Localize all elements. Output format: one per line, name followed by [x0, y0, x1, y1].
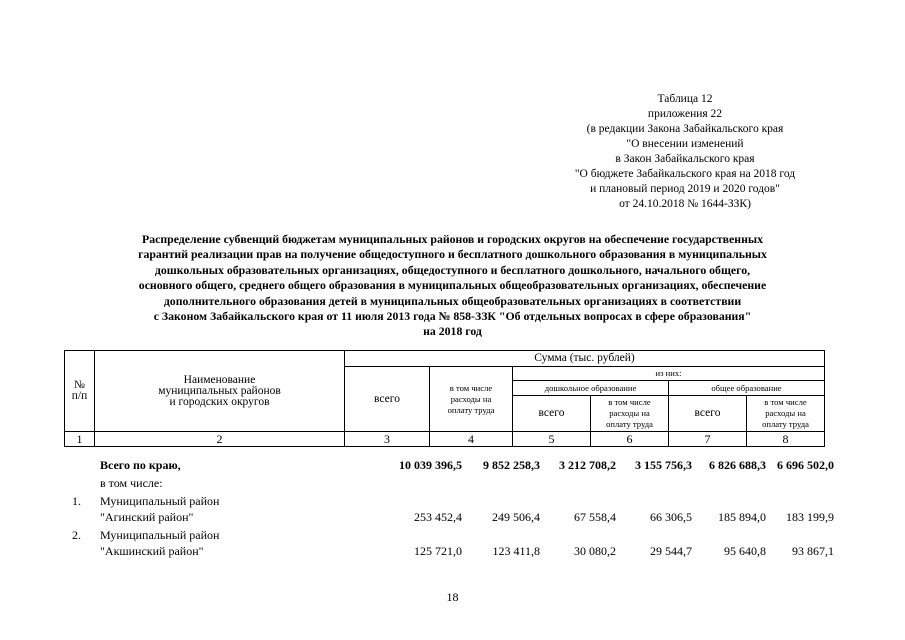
cell-total: 253 452,4	[414, 510, 462, 524]
cell-preschool-total: 3 212 708,2	[559, 458, 616, 472]
table-row	[64, 476, 834, 492]
cell-preschool-total: 30 080,2	[574, 544, 616, 558]
row-name: Муниципальный район	[100, 494, 220, 508]
cell-wages: 9 852 258,3	[483, 458, 540, 472]
row-number: 2.	[72, 528, 81, 542]
table-row	[64, 528, 834, 544]
col-index-3: 3	[345, 432, 430, 447]
cell-general-wages: 93 867,1	[792, 544, 834, 558]
cell-preschool-wages: 29 544,7	[650, 544, 692, 558]
title-line: с Законом Забайкальского края от 11 июля 2013 года № 858-ЗЗК "Об отдельных вопросах в сфере образования"	[153, 309, 752, 324]
cell-general-total: 6 826 688,3	[709, 458, 766, 472]
cell-preschool-wages: 66 306,5	[650, 510, 692, 524]
cell-general-total: 185 894,0	[718, 510, 766, 524]
header-line: Таблица 12	[657, 93, 713, 105]
col-index-7: 7	[669, 432, 747, 447]
row-name: "Агинский район"	[100, 510, 194, 524]
sum-header: Сумма (тыс. рублей)	[345, 351, 825, 367]
col-index-1: 1	[65, 432, 95, 447]
general-education-header: общее образование	[669, 381, 825, 396]
subventions-table-header	[64, 350, 825, 447]
header-line: "О бюджете Забайкальского края на 2018 год	[574, 168, 796, 180]
header-line: и плановый период 2019 и 2020 годов"	[590, 183, 780, 195]
preschool-total-header: всего	[513, 396, 591, 432]
cell-general-total: 95 640,8	[724, 544, 766, 558]
appendix-header	[520, 92, 850, 212]
row-name: "Акшинский район"	[100, 544, 204, 558]
title-line: основного общего, среднего общего образования в муниципальных общеобразовательных организациях, обеспечение	[138, 278, 767, 293]
col-index-6: 6	[591, 432, 669, 447]
header-line: в Закон Забайкальского края	[615, 153, 755, 165]
cell-preschool-wages: 3 155 756,3	[635, 458, 692, 472]
col-index-8: 8	[747, 432, 825, 447]
general-wages-header: в том числе расходы на оплату труда	[747, 396, 825, 432]
col-number-header: № п/п	[65, 351, 95, 432]
col-index-4: 4	[430, 432, 513, 447]
row-name: Муниципальный район	[100, 528, 220, 542]
title-line: дошкольных образовательных организациях, общедоступного и бесплатного дошкольного, начального общего,	[154, 262, 751, 277]
preschool-wages-header: в том числе расходы на оплату труда	[591, 396, 669, 432]
table-row	[64, 544, 834, 560]
cell-total: 10 039 396,5	[399, 458, 462, 472]
table-row-total	[64, 458, 834, 474]
of-them-header: из них:	[513, 367, 825, 381]
title-line: Распределение субвенций бюджетам муниципальных районов и городских округов на обеспечение государственных	[142, 232, 763, 246]
header-line: от 24.10.2018 № 1644-ЗЗК)	[619, 198, 751, 210]
cell-wages: 249 506,4	[492, 510, 540, 524]
title-line: на 2018 год	[423, 324, 482, 339]
row-name: Всего по краю,	[100, 458, 181, 472]
document-title	[50, 232, 855, 340]
cell-general-wages: 6 696 502,0	[777, 458, 834, 472]
title-line: гарантий реализации прав на получение общедоступного и бесплатного дошкольного образования в муниципальных	[138, 247, 767, 262]
header-line: (в редакции Закона Забайкальского края	[586, 123, 784, 135]
cell-wages: 123 411,8	[492, 544, 540, 558]
col-index-2: 2	[95, 432, 345, 447]
row-number: 1.	[72, 494, 81, 508]
title-line: дополнительного образования детей в муниципальных общеобразовательных организациях в соответствии	[163, 293, 742, 308]
header-line: приложения 22	[647, 108, 723, 120]
table-row	[64, 510, 834, 526]
page-number: 18	[446, 590, 459, 604]
total-header: всего	[345, 367, 430, 432]
col-index-5: 5	[513, 432, 591, 447]
preschool-header: дошкольное образование	[513, 381, 669, 396]
row-name: в том числе:	[100, 476, 163, 490]
general-total-header: всего	[669, 396, 747, 432]
header-line: "О внесении изменений	[626, 138, 744, 150]
cell-total: 125 721,0	[414, 544, 462, 558]
cell-general-wages: 183 199,9	[786, 510, 834, 524]
table-row	[64, 494, 834, 510]
wages-header: в том числе расходы на оплату труда	[430, 367, 513, 432]
col-name-header: Наименование муниципальных районов и городских округов	[95, 351, 345, 432]
cell-preschool-total: 67 558,4	[574, 510, 616, 524]
